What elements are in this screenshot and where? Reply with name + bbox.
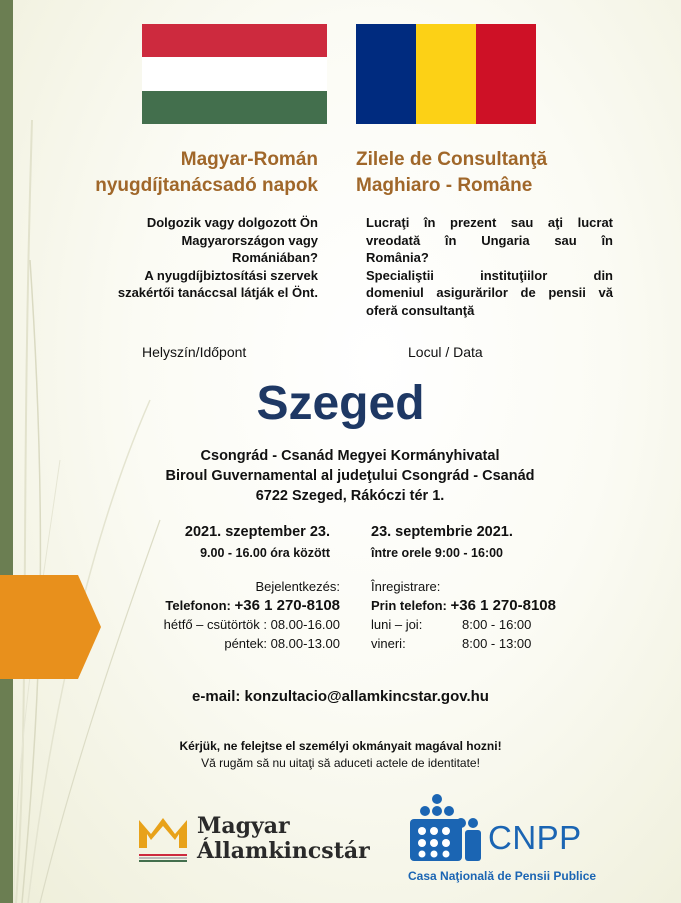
registration-ro [371, 577, 556, 653]
allamkincstar-emblem-icon [137, 814, 189, 864]
intro-hu-line: Magyarországon vagy [181, 232, 318, 248]
time-value: 8:00 - 16:00 [462, 617, 532, 632]
address-line: Biroul Guvernamental al judeţului Csongrád - Csanád [165, 468, 535, 484]
day-label: vineri: [371, 636, 406, 651]
cnpp-full-name: Casa Naţională de Pensii Publice [408, 869, 597, 883]
time-value: 8:00 - 13:00 [462, 636, 532, 651]
address-block [0, 446, 681, 506]
place-label-hu: Helyszín/Időpont [142, 344, 247, 360]
intro-ro-line: Lucraţi în prezent sau aţi lucrat [366, 215, 613, 230]
intro-ro-line: Specialiştii instituţiilor din [366, 267, 613, 283]
phone-label-ro: Prin telefon: [371, 598, 447, 613]
intro-ro-line: oferă consultanţă [366, 302, 475, 318]
hungarian-flag [142, 24, 327, 124]
date-hu: 2021. szeptember 23. [184, 524, 330, 540]
registration-hu [164, 577, 340, 653]
day-label: luni – joi: [371, 617, 423, 632]
intro-hungarian [108, 214, 318, 302]
intro-romanian [366, 214, 613, 319]
hours-ro-weekday [371, 615, 556, 634]
phone-label-hu: Telefonon: [165, 598, 231, 613]
address-line: 6722 Szeged, Rákóczi tér 1. [255, 488, 445, 504]
hours-hu-weekday: hétfő – csütörtök : 08.00-16.00 [163, 617, 340, 632]
title-hu-line1: Magyar-Román [180, 149, 318, 170]
hours-ro-friday [371, 634, 556, 653]
title-romanian [356, 147, 547, 199]
time-hu: 9.00 - 16.00 óra között [200, 546, 330, 560]
intro-ro-line: domeniul asigurărilor de pensii vă [366, 285, 613, 300]
title-ro-line2: Maghiaro - Române [356, 175, 533, 196]
cnpp-wordmark: CNPP [488, 819, 582, 856]
email-contact[interactable]: e-mail: konzultacio@allamkincstar.gov.hu [192, 688, 489, 705]
intro-ro-line: România? [366, 250, 429, 265]
title-hu-line2: nyugdíjtanácsadó napok [95, 175, 318, 196]
intro-hu-line: szakértői tanáccsal látják el Önt. [117, 285, 318, 300]
reminder-ro: Vă rugăm să nu uitaţi să aduceti actele de identitate! [201, 756, 480, 770]
logo-ma-line1: Magyar [197, 813, 290, 839]
time-ro: între orele 9:00 - 16:00 [371, 546, 504, 560]
magyar-allamkincstar-logo [137, 812, 377, 872]
place-label-ro: Locul / Data [408, 344, 483, 360]
address-line: Csongrád - Csanád Megyei Kormányhivatal [200, 448, 500, 464]
intro-hu-line: Romániában? [232, 250, 318, 265]
romanian-flag [356, 24, 536, 124]
registration-title-hu: Bejelentkezés: [255, 579, 340, 594]
cnpp-logo [407, 792, 607, 887]
city-heading: Szeged [256, 377, 425, 430]
phone-number-hu[interactable]: +36 1 270-8108 [234, 597, 340, 614]
reminder-note [0, 738, 681, 772]
date-ro: 23. septembrie 2021. [371, 524, 513, 540]
hours-hu-friday: péntek: 08.00-13.00 [224, 636, 340, 651]
logo-ma-line2: Államkincstár [197, 838, 370, 864]
intro-hu-line: Dolgozik vagy dolgozott Ön [146, 215, 318, 230]
orange-arrow-shape [0, 575, 101, 679]
cnpp-emblem-icon [407, 792, 485, 867]
intro-hu-line: A nyugdíjbiztosítási szervek [144, 267, 318, 283]
registration-title-ro: Înregistrare: [371, 579, 441, 594]
phone-number-ro[interactable]: +36 1 270-8108 [450, 597, 556, 614]
title-hungarian [95, 147, 318, 199]
title-ro-line1: Zilele de Consultanţă [356, 149, 548, 170]
reminder-hu: Kérjük, ne felejtse el személyi okmányait magával hozni! [179, 739, 502, 753]
intro-ro-line: vreodată în Ungaria sau în [366, 232, 613, 248]
